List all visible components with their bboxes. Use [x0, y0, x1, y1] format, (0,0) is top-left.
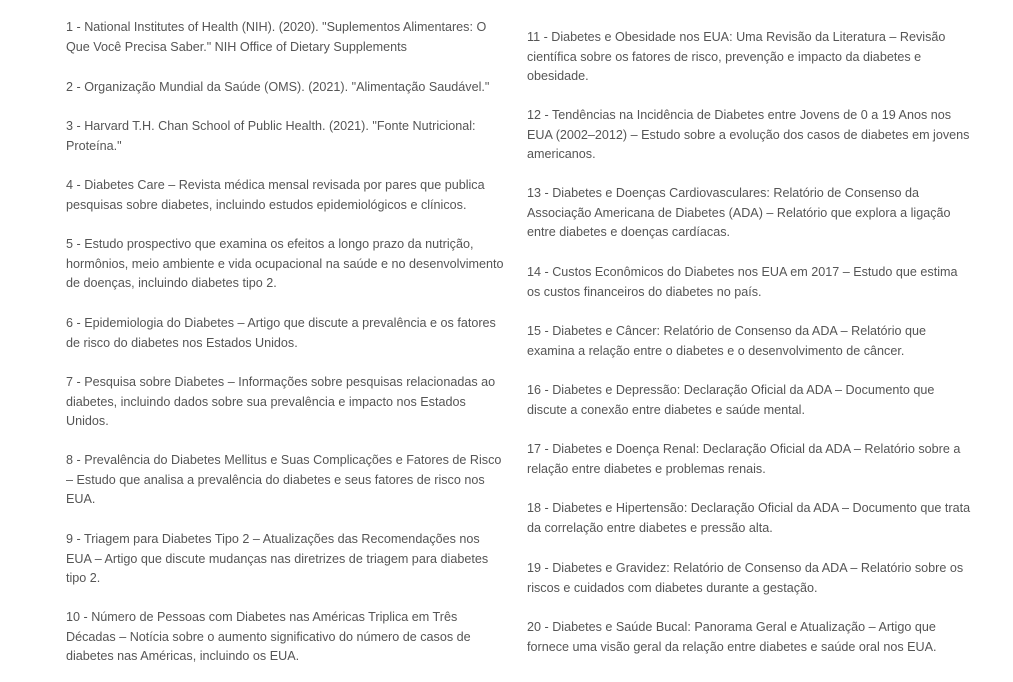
reference-item-8: 8 - Prevalência do Diabetes Mellitus e Suas Complicações e Fatores de Risco – Estudo que analisa a prevalência do diabetes e seus fatores de risco nos EUA.: [66, 453, 502, 507]
reference-item-1: 1 - National Institutes of Health (NIH). (2020). "Suplementos Alimentares: O Que Você Precisa Saber." NIH Office of Dietary Supplements: [66, 20, 487, 54]
reference-item-2: 2 - Organização Mundial da Saúde (OMS). (2021). "Alimentação Saudável.": [66, 80, 490, 94]
reference-item-12: 12 - Tendências na Incidência de Diabetes entre Jovens de 0 a 19 Anos nos EUA (2002–2012) – Estudo sobre a evolução dos casos de diabetes em jovens americanos.: [527, 108, 970, 162]
reference-item-15: 15 - Diabetes e Câncer: Relatório de Consenso da ADA – Relatório que examina a relação entre o diabetes e o desenvolvimento de câncer.: [527, 324, 927, 358]
reference-item-4: 4 - Diabetes Care – Revista médica mensal revisada por pares que publica pesquisas sobre diabetes, incluindo estudos epidemiológicos e clínicos.: [66, 178, 485, 212]
reference-item-10: 10 - Número de Pessoas com Diabetes nas Américas Triplica em Três Décadas – Notícia sobre o aumento significativo do número de casos de diabetes nas Américas, incluindo os EUA.: [66, 610, 471, 664]
reference-item-17: 17 - Diabetes e Doença Renal: Declaração Oficial da ADA – Relatório sobre a relação entre diabetes e problemas renais.: [527, 442, 961, 476]
reference-item-7: 7 - Pesquisa sobre Diabetes – Informações sobre pesquisas relacionadas ao diabetes, incluindo dados sobre sua prevalência e impacto nos Estados Unidos.: [66, 375, 496, 429]
reference-item-19: 19 - Diabetes e Gravidez: Relatório de Consenso da ADA – Relatório sobre os riscos e cuidados com diabetes durante a gestação.: [527, 561, 964, 595]
reference-item-13: 13 - Diabetes e Doenças Cardiovasculares: Relatório de Consenso da Associação Americana de Diabetes (ADA) – Relatório que explora a ligação entre diabetes e doenças cardíacas.: [527, 186, 951, 240]
reference-item-20: 20 - Diabetes e Saúde Bucal: Panorama Geral e Atualização – Artigo que fornece uma visão geral da relação entre diabetes e saúde oral nos EUA.: [527, 620, 937, 654]
reference-item-14: 14 - Custos Econômicos do Diabetes nos EUA em 2017 – Estudo que estima os custos financeiros do diabetes no país.: [527, 265, 958, 299]
reference-item-3: 3 - Harvard T.H. Chan School of Public Health. (2021). "Fonte Nutricional: Proteína.": [66, 119, 476, 153]
reference-item-18: 18 - Diabetes e Hipertensão: Declaração Oficial da ADA – Documento que trata da correlação entre diabetes e pressão alta.: [527, 501, 971, 535]
reference-item-5: 5 - Estudo prospectivo que examina os efeitos a longo prazo da nutrição, hormônios, meio ambiente e vida ocupacional na saúde e no desenvolvimento de doenças, incluindo diabetes tipo 2.: [66, 237, 504, 291]
reference-item-11: 11 - Diabetes e Obesidade nos EUA: Uma Revisão da Literatura – Revisão científica sobre os fatores de risco, prevenção e impacto da diabetes e obesidade.: [527, 30, 946, 84]
reference-item-6: 6 - Epidemiologia do Diabetes – Artigo que discute a prevalência e os fatores de risco do diabetes nos Estados Unidos.: [66, 316, 496, 350]
reference-item-9: 9 - Triagem para Diabetes Tipo 2 – Atualizações das Recomendações nos EUA – Artigo que discute mudanças nas diretrizes de triagem para diabetes tipo 2.: [66, 532, 489, 586]
reference-item-16: 16 - Diabetes e Depressão: Declaração Oficial da ADA – Documento que discute a conexão entre diabetes e saúde mental.: [527, 383, 935, 417]
